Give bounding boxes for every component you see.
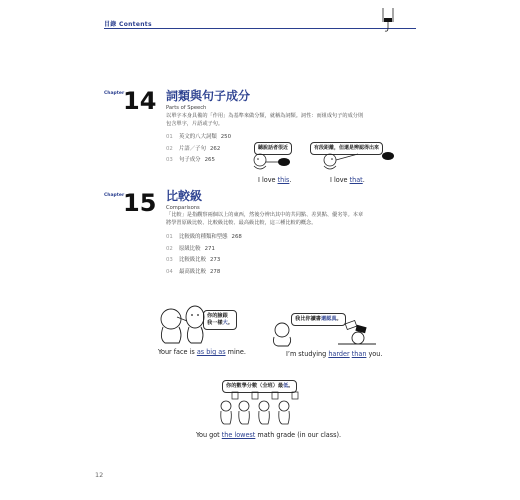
caption-grade: You got the lowest math grade (in our class). bbox=[196, 430, 342, 439]
figure-this-illustration bbox=[248, 150, 308, 172]
chapter-14-tag: Chapter bbox=[104, 91, 125, 96]
caption-study: I’m studying harder than you. bbox=[286, 349, 383, 358]
figure-face-illustration bbox=[155, 303, 235, 345]
toc-item[interactable]: 02 原級比較 271 bbox=[166, 245, 215, 252]
chapter-15-tag: Chapter bbox=[104, 193, 125, 198]
toc-item[interactable]: 03 比較級比較 273 bbox=[166, 257, 221, 263]
chapter-14-title: 詞類與句子成分 bbox=[166, 89, 251, 103]
caption-this: I love this. bbox=[258, 175, 292, 184]
caption-that: I love that. bbox=[330, 175, 365, 184]
speech-bubble-this: 聽說話者很近 bbox=[254, 142, 292, 155]
toc-item[interactable]: 02 片語／子句 262 bbox=[166, 145, 221, 152]
section-label: 目錄 Contents bbox=[104, 21, 152, 28]
speech-bubble-study: 我比你讀書還認真。 bbox=[291, 313, 346, 326]
toc-item[interactable]: 01 英文的八大詞類 250 bbox=[166, 134, 232, 140]
toc-item[interactable]: 01 比較級的種類和型態 268 bbox=[166, 234, 242, 240]
toc-item[interactable]: 03 句子成分 265 bbox=[166, 157, 215, 163]
toc-item[interactable]: 04 最高級比較 278 bbox=[166, 268, 221, 275]
chapter-15-subtitle: Comparisons bbox=[166, 205, 200, 211]
chapter-14-subtitle: Parts of Speech bbox=[166, 105, 207, 111]
chapter-14-number: 14 bbox=[123, 87, 157, 115]
header-decoration-icon bbox=[380, 8, 396, 32]
speech-bubble-grade: 你的數學分數（全班）最低。 bbox=[222, 380, 297, 393]
chapter-14-description: 以單字本身具備的「作用」為基準來做分類，就稱為詞類。詞性：而組成句子的成分則 包含單字，片語或子句。 bbox=[166, 113, 364, 127]
chapter-15-number: 15 bbox=[123, 189, 157, 217]
figure-that-illustration bbox=[318, 150, 408, 172]
figure-grade-illustration bbox=[218, 392, 308, 426]
page-number: 12 bbox=[95, 471, 104, 479]
figure-study-illustration bbox=[268, 318, 378, 346]
caption-face: Your face is as big as mine. bbox=[158, 347, 246, 356]
chapter-14-toc bbox=[166, 132, 231, 167]
chapter-15-description: 「比較」是指觀察兩個以上的東西，然後分辨出其中的共同點、差異點、優劣等。本章 將學習原級比較、比較級比較、最高級比較，這三種比較的概念。 bbox=[166, 212, 364, 226]
chapter-15-title: 比較級 bbox=[166, 189, 203, 203]
speech-bubble-face: 你的臉跟 我一樣大。 bbox=[203, 310, 237, 330]
speech-bubble-that: 有段距離，但還是辨認得出來 bbox=[310, 142, 383, 155]
chapter-15-toc bbox=[166, 232, 242, 278]
